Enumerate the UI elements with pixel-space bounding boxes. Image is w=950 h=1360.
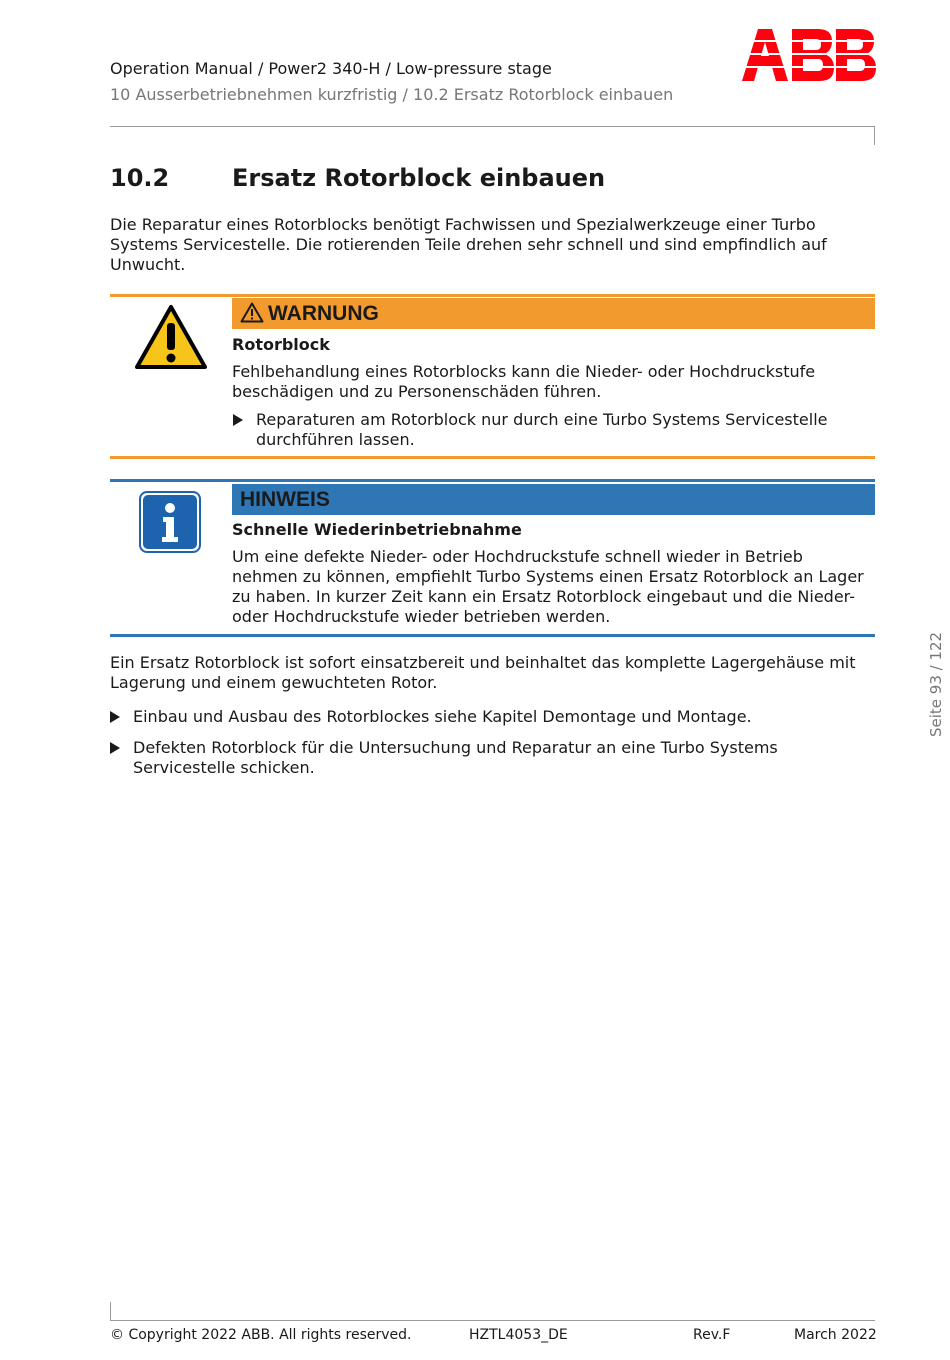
warning-top-rule xyxy=(110,294,875,297)
footer-revision: Rev.F xyxy=(693,1327,731,1343)
warning-triangle-icon xyxy=(134,304,208,370)
notice-bottom-rule xyxy=(110,634,875,637)
body-paragraph: Ein Ersatz Rotorblock ist sofort einsatzbereit und beinhaltet das komplette Lagergehäuse mit Lagerung und einem gewuchteten Rotor. xyxy=(110,653,856,692)
step-item: Einbau und Ausbau des Rotorblockes siehe Kapitel Demontage und Montage. xyxy=(133,707,752,726)
step-bullet xyxy=(110,742,120,754)
notice-banner: HINWEIS xyxy=(232,484,875,515)
footer-rule-tick xyxy=(110,1302,111,1321)
step-bullet xyxy=(110,711,120,723)
warning-bottom-rule xyxy=(110,456,875,459)
notice-top-rule xyxy=(110,479,875,482)
section-number: 10.2 xyxy=(110,164,170,192)
notice-subtitle: Schnelle Wiederinbetriebnahme xyxy=(232,520,522,539)
page-number: Seite 93 / 122 xyxy=(927,631,945,737)
step-item: Defekten Rotorblock für die Untersuchung und Reparatur an eine Turbo Systems Servicestelle schicken. xyxy=(133,738,778,777)
footer-rule xyxy=(110,1320,875,1321)
intro-paragraph: Die Reparatur eines Rotorblocks benötigt Fachwissen und Spezialwerkzeuge einer Turbo Systems Servicestelle. Die rotierenden Teile drehen sehr schnell und sind empfindlich auf Unwucht. xyxy=(110,215,827,274)
document-title: Operation Manual / Power2 340-H / Low-pressure stage xyxy=(110,59,552,78)
notice-text: Um eine defekte Nieder- oder Hochdruckstufe schnell wieder in Betrieb nehmen zu können, empfiehlt Turbo Systems einen Ersatz Rotorblock an Lager zu haben. In kurzer Zeit kann ein Ersatz Rotorblock eingebaut und die Nieder- oder Hochdruckstufe wieder betrieben werden. xyxy=(232,547,864,626)
warning-banner xyxy=(232,298,875,329)
warning-small-icon xyxy=(240,302,264,323)
abb-logo xyxy=(742,29,876,81)
footer-date: March 2022 xyxy=(794,1327,877,1343)
chapter-breadcrumb: 10 Ausserbetriebnehmen kurzfristig / 10.2 Ersatz Rotorblock einbauen xyxy=(110,85,674,104)
warning-action: Reparaturen am Rotorblock nur durch eine Turbo Systems Servicestelle durchführen lassen. xyxy=(256,410,828,449)
section-title: Ersatz Rotorblock einbauen xyxy=(232,164,606,192)
warning-label: WARNUNG xyxy=(268,302,379,325)
header-rule xyxy=(110,126,875,127)
warning-subtitle: Rotorblock xyxy=(232,335,330,354)
footer-doc-id: HZTL4053_DE xyxy=(469,1327,568,1343)
header-rule-tick xyxy=(874,126,875,145)
info-icon xyxy=(139,491,201,553)
footer-copyright: © Copyright 2022 ABB. All rights reserved. xyxy=(110,1327,412,1343)
warning-action-bullet xyxy=(233,414,243,426)
warning-text: Fehlbehandlung eines Rotorblocks kann die Nieder- oder Hochdruckstufe beschädigen und zu Personenschäden führen. xyxy=(232,362,816,401)
